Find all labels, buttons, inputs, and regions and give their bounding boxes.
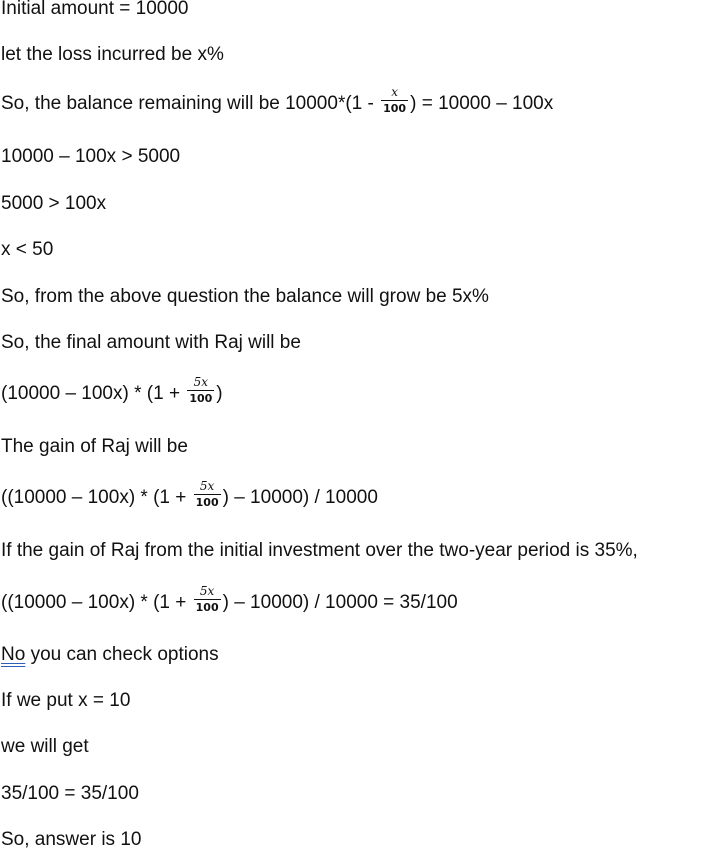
text-line-gain-equation <box>1 584 458 615</box>
text-segment: you can check options <box>25 644 219 665</box>
text-segment: ) = 10000 – 100x <box>410 93 554 114</box>
fraction-numerator: 5x <box>194 480 221 495</box>
text-line-substitution: If we put x = 10 <box>1 690 131 711</box>
text-segment: (10000 – 100x) * (1 + <box>1 383 186 404</box>
fraction-numerator: 5x <box>194 585 221 600</box>
text-line-verification: 35/100 = 35/100 <box>1 783 139 804</box>
text-line-initial-amount: Initial amount = 10000 <box>1 0 189 19</box>
text-line-final-amount-formula <box>1 375 223 406</box>
text-segment: ((10000 – 100x) * (1 + <box>1 487 192 508</box>
text-line-growth: So, from the above question the balance will grow be 5x% <box>1 286 489 307</box>
fraction-denominator: 100 <box>195 496 219 510</box>
text-segment: So, the balance remaining will be 10000*(1 - <box>1 93 380 114</box>
fraction-denominator: 100 <box>383 102 407 116</box>
text-line-we-will-get: we will get <box>1 736 89 757</box>
fraction <box>187 376 214 405</box>
fraction-denominator: 100 <box>189 392 213 406</box>
text-line-loss: let the loss incurred be x% <box>1 44 224 65</box>
text-segment: ) <box>216 383 223 404</box>
fraction <box>381 86 408 115</box>
text-line-inequality-2: 5000 > 100x <box>1 193 107 214</box>
spellcheck-flagged-word[interactable]: No <box>1 644 26 665</box>
fraction <box>194 585 221 614</box>
text-line-inequality-3: x < 50 <box>1 239 54 260</box>
text-line-final-amount-intro: So, the final amount with Raj will be <box>1 332 301 353</box>
text-line-inequality-1: 10000 – 100x > 5000 <box>1 146 181 167</box>
fraction <box>194 480 221 509</box>
fraction-numerator: x <box>381 86 408 101</box>
text-line-answer: So, answer is 10 <box>1 829 142 850</box>
fraction-numerator: 5x <box>187 376 214 391</box>
text-line-gain-intro: The gain of Raj will be <box>1 436 188 457</box>
text-segment: ) – 10000) / 10000 <box>222 487 378 508</box>
text-segment: ((10000 – 100x) * (1 + <box>1 592 192 613</box>
fraction-denominator: 100 <box>195 601 219 615</box>
text-line-gain-condition: If the gain of Raj from the initial investment over the two-year period is 35%, <box>1 540 638 561</box>
text-line-check-options <box>1 643 219 667</box>
text-line-balance-remaining <box>1 85 554 116</box>
text-segment: ) – 10000) / 10000 = 35/100 <box>222 592 458 613</box>
text-line-gain-formula <box>1 479 378 510</box>
